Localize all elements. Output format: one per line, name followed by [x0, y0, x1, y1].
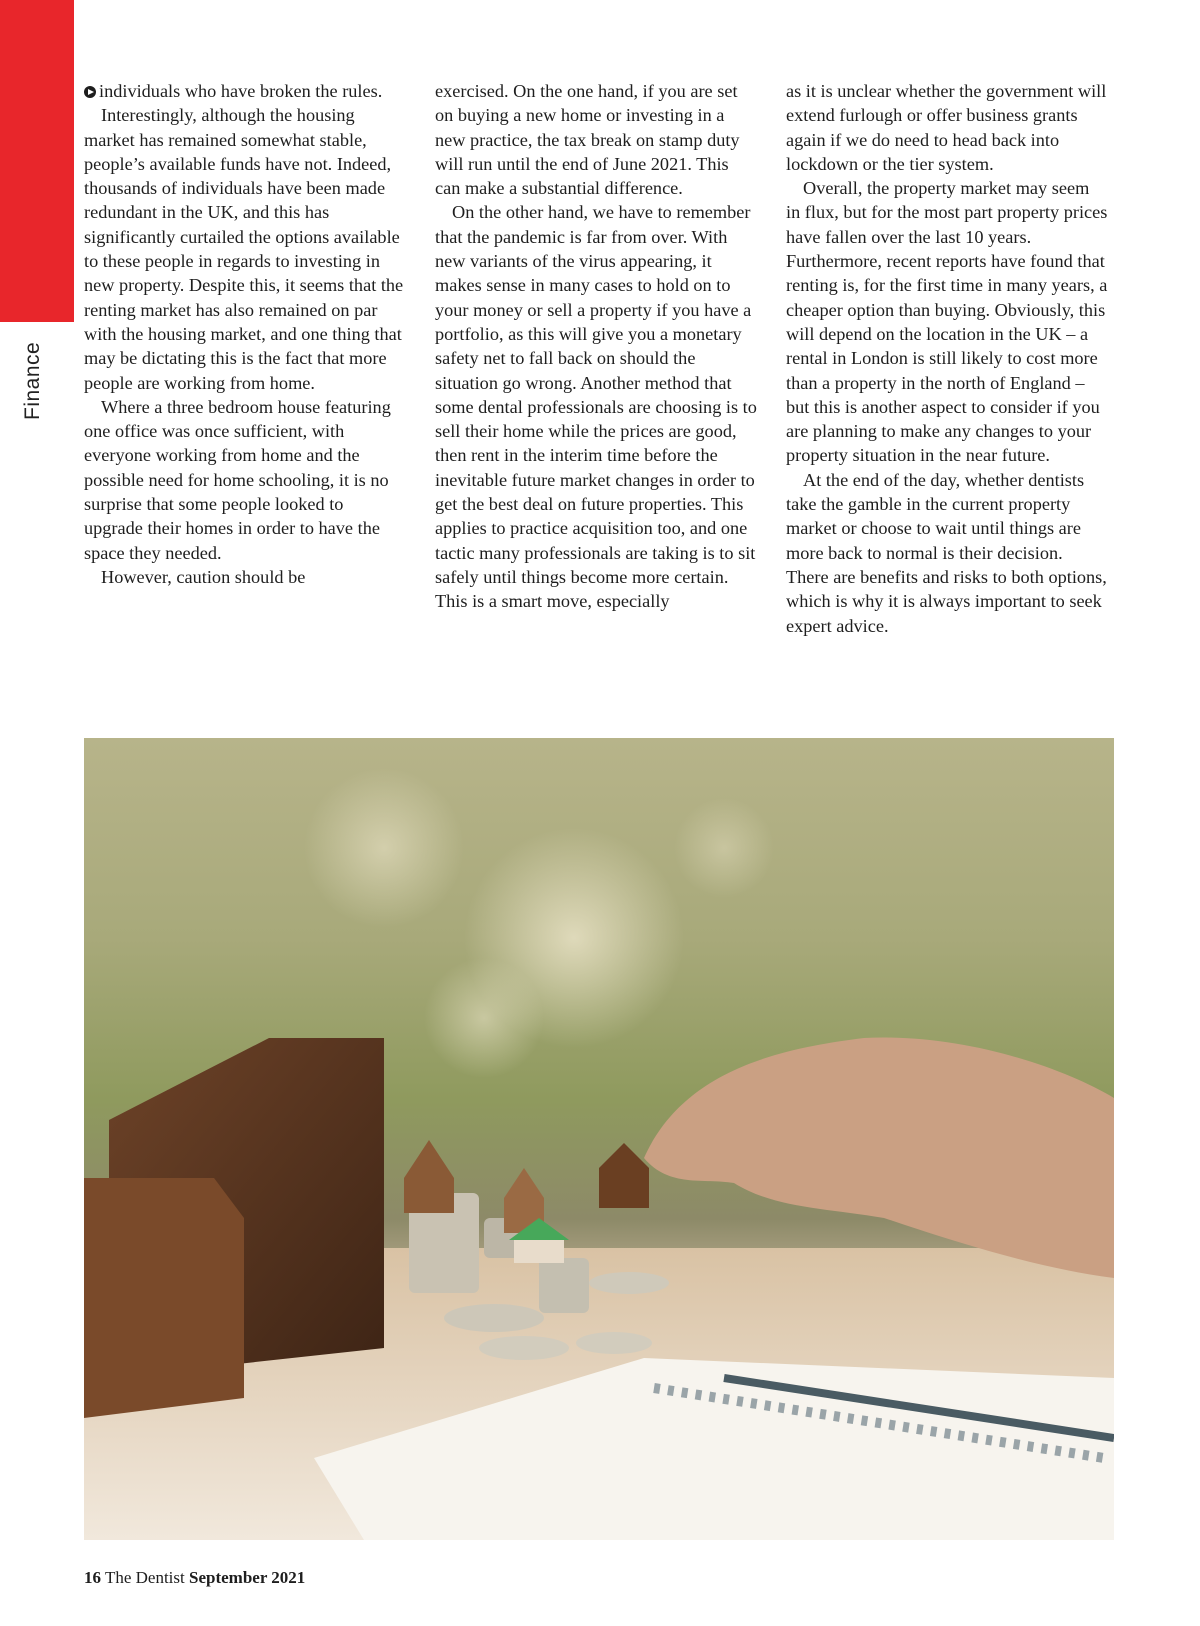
held-mini-house	[599, 1143, 649, 1208]
page-footer	[84, 1568, 305, 1588]
mini-house	[404, 1140, 454, 1213]
paragraph	[84, 79, 406, 103]
coin-stack	[539, 1258, 589, 1313]
page-number: 16	[84, 1568, 101, 1587]
paragraph-text: individuals who have broken the rules.	[99, 81, 383, 101]
article-photo	[84, 738, 1114, 1540]
bokeh-light	[304, 768, 464, 928]
paragraph: exercised. On the one hand, if you are set on buying a new home or investing in a new practice, the tax break on stamp duty will run until the end of June 2021. This can make a substantial difference.	[435, 81, 740, 199]
text-column-1	[84, 79, 406, 589]
coin-stack	[589, 1272, 669, 1294]
section-color-bar	[0, 0, 74, 322]
paragraph: Overall, the property market may seem in flux, but for the most part property prices have fallen over the last 10 years. Furthermore, recent reports have found that renting is, for the first time in many years, a cheaper option than buying. Obviously, this will depend on the location in the UK – a rental in London is still likely to cost more than a property in the north of England – but this is another aspect to consider if you are planning to make any changes to your property situation in the near future.	[786, 178, 1108, 466]
small-wooden-house	[84, 1178, 244, 1418]
paragraph: On the other hand, we have to remember that the pandemic is far from over. With new variants of the virus appearing, it makes sense in many cases to hold on to your money or sell a property if you have a portfolio, as this will give you a monetary safety net to fall back on should the situation go wrong. Another method that some dental professionals are choosing is to sell their home while the prices are good, then rent in the interim time before the inevitable future market changes in order to get the best deal on future properties. This applies to practice acquisition too, and one tactic many professionals are taking is to sit safely until things become more certain. This is a smart move, especially	[435, 202, 757, 612]
section-label: Finance	[21, 341, 44, 420]
text-column-3	[786, 79, 1108, 638]
paragraph: Where a three bedroom house featuring one office was once sufficient, with everyone working from home and the possible need for home schooling, it is no surprise that some people looked to upgrade their homes in order to have the space they needed.	[84, 396, 391, 563]
bokeh-light	[424, 958, 544, 1078]
paragraph: However, caution should be	[101, 566, 306, 587]
coin-stack	[479, 1336, 569, 1360]
text-column-2	[435, 79, 757, 614]
paragraph: At the end of the day, whether dentists take the gamble in the current property market or choose to wait until things are more back to normal is their decision. There are benefits and risks to both options, which is why it is always important to seek expert advice.	[786, 469, 1107, 636]
photo-illustration	[84, 738, 1114, 1540]
coin-stack	[444, 1304, 544, 1332]
publication-name: The Dentist	[104, 1568, 185, 1587]
bokeh-light	[674, 798, 774, 898]
coin-stack	[576, 1332, 652, 1354]
continuation-arrow-icon	[84, 86, 96, 98]
hand	[644, 1038, 1114, 1278]
paragraph: as it is unclear whether the government will extend furlough or offer business grants again if we do need to head back into lockdown or the tier system.	[786, 81, 1107, 174]
issue-date: September 2021	[189, 1568, 306, 1587]
paragraph: Interestingly, although the housing market has remained somewhat stable, people’s available funds have not. Indeed, thousands of individuals have been made redundant in the UK, and this has significantly curtailed the options available to these people in regards to investing in new property. Despite this, it seems that the renting market has also remained on par with the housing market, and one thing that may be dictating this is the fact that more people are working from home.	[84, 105, 404, 393]
